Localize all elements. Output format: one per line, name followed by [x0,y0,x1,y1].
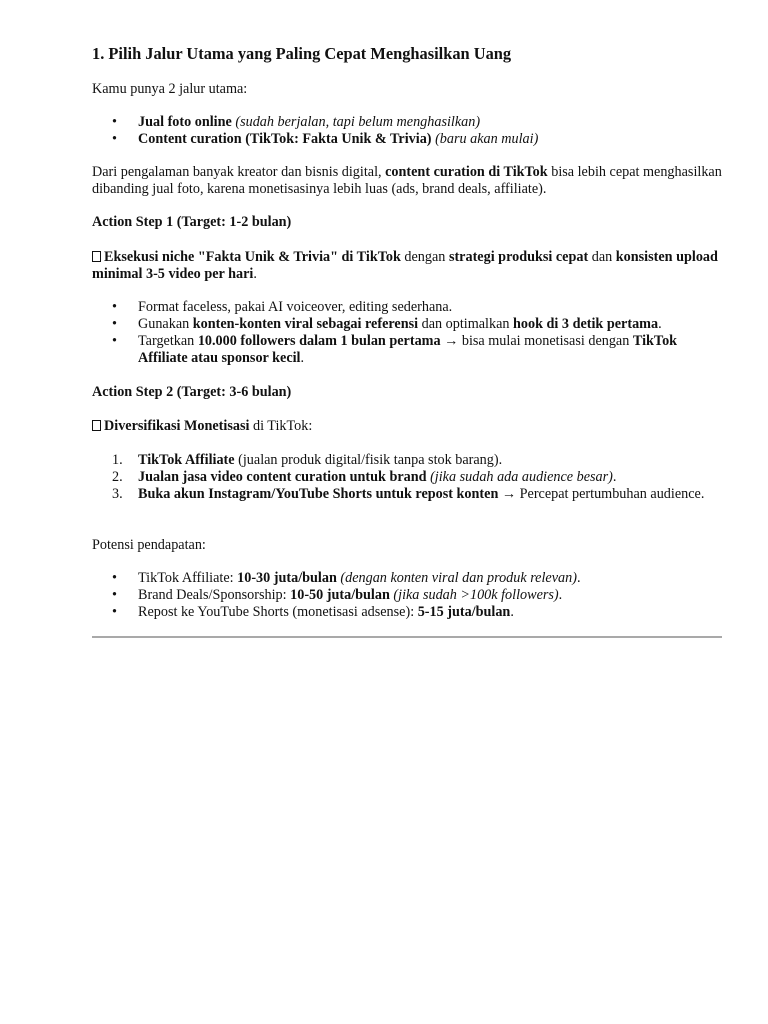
list-item: • Format faceless, pakai AI voiceover, editing sederhana. [92,299,722,316]
paths-list [92,114,722,148]
list-item: 1. TikTok Affiliate (jualan produk digital/fisik tanpa stok barang). [112,452,503,468]
list-item: • Targetkan 10.000 followers dalam 1 bulan pertama → bisa mulai monetisasi dengan TikTok Affiliate atau sponsor kecil. [92,333,722,367]
checkbox-glyph-icon [92,251,101,262]
step1-list [92,299,722,367]
step1-heading: Action Step 1 (Target: 1-2 bulan) [92,214,292,230]
list-item: • Brand Deals/Sponsorship: 10-50 juta/bulan (jika sudah >100k followers). [92,587,722,604]
potential-heading: Potensi pendapatan: [92,537,206,553]
list-item: • Gunakan konten-konten viral sebagai referensi dan optimalkan hook di 3 detik pertama. [92,316,722,333]
paragraph-comparison: Dari pengalaman banyak kreator dan bisnis digital, content curation di TikTok bisa lebih cepat menghasilkan dibanding jual foto, karena monetisasinya lebih luas (ads, brand deals, affiliate). [92,164,722,197]
potential-list [92,570,722,621]
step2-list [92,452,722,503]
checkbox-glyph-icon [92,420,101,431]
horizontal-divider [92,636,722,638]
list-item: • TikTok Affiliate: 10-30 juta/bulan (dengan konten viral dan produk relevan). [92,570,722,587]
section-title: 1. Pilih Jalur Utama yang Paling Cepat Menghasilkan Uang [92,44,512,63]
intro-text: Kamu punya 2 jalur utama: [92,81,248,97]
step1-lead: Eksekusi niche "Fakta Unik & Trivia" di TikTok dengan strategi produksi cepat dan konsisten upload minimal 3-5 video per hari. [92,249,718,282]
step2-lead: Diversifikasi Monetisasi di TikTok: [92,418,722,435]
step2-heading: Action Step 2 (Target: 3-6 bulan) [92,384,292,400]
list-item: • Repost ke YouTube Shorts (monetisasi adsense): 5-15 juta/bulan. [92,604,722,621]
list-item: • Content curation (TikTok: Fakta Unik & Trivia) (baru akan mulai) [92,131,722,148]
list-item: 3. Buka akun Instagram/YouTube Shorts untuk repost konten → Percepat pertumbuhan audience. [112,486,705,502]
list-item: • Jual foto online (sudah berjalan, tapi belum menghasilkan) [92,114,722,131]
list-item: 2. Jualan jasa video content curation untuk brand (jika sudah ada audience besar). [112,469,617,485]
